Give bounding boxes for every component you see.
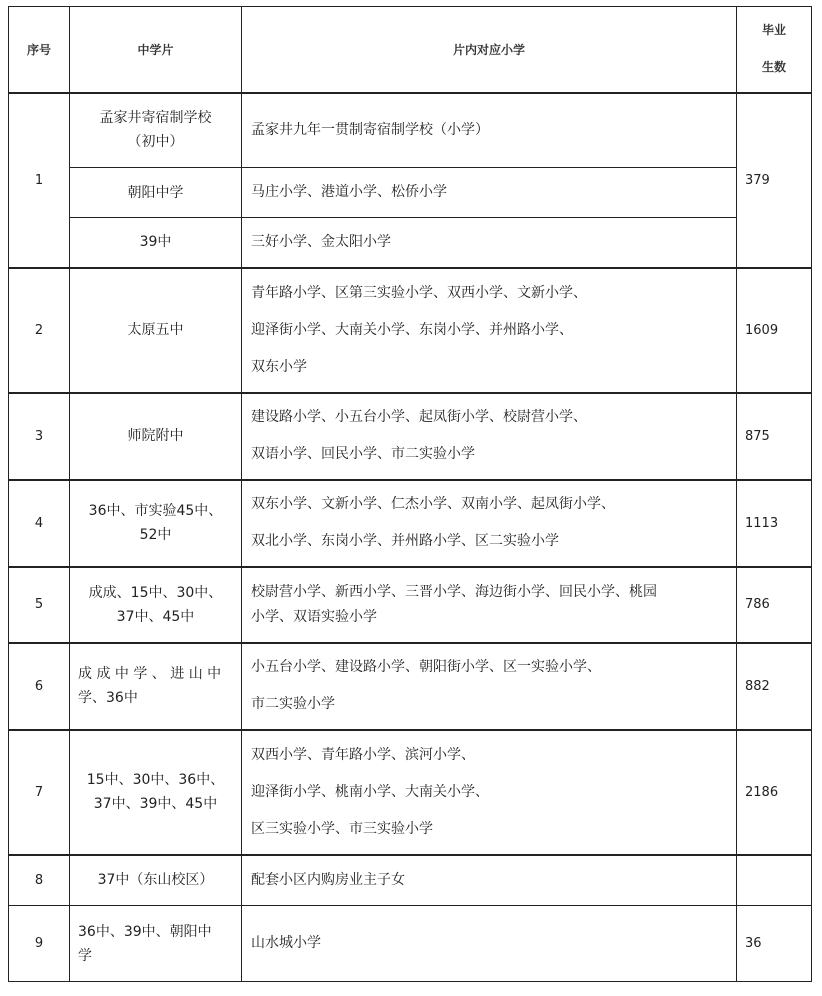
table-row (9, 93, 812, 168)
row-index: 9 (9, 906, 70, 982)
primary-schools-line: 区三实验小学、市三实验小学 (251, 820, 433, 837)
middle-school-cell (70, 730, 242, 855)
primary-schools-cell (242, 730, 737, 855)
primary-schools-cell (242, 93, 737, 168)
primary-schools-line: 双语小学、回民小学、市二实验小学 (251, 446, 475, 462)
middle-school-line: 37中（东山校区） (97, 872, 214, 889)
primary-schools-cell (242, 168, 737, 218)
row-index: 4 (9, 480, 70, 567)
primary-schools-line: 配套小区内购房业主子女 (251, 871, 405, 888)
middle-school-cell (70, 268, 242, 393)
middle-school-line: （初中） (127, 134, 184, 151)
row-index: 7 (9, 730, 70, 855)
middle-school-cell (70, 855, 242, 906)
primary-schools-line: 孟家井九年一贯制寄宿制学校（小学） (251, 121, 489, 138)
primary-schools-line: 迎泽街小学、桃南小学、大南关小学、 (251, 783, 489, 800)
table-row (9, 168, 812, 218)
middle-school-cell (70, 168, 242, 218)
middle-school-line: 成成、15中、30中、 (88, 584, 223, 601)
primary-schools-line: 双北小学、东岗小学、并州路小学、区二实验小学 (251, 533, 559, 549)
primary-schools-line: 建设路小学、小五台小学、起凤街小学、校尉营小学、 (251, 409, 587, 425)
primary-schools-cell (242, 218, 737, 268)
primary-schools-line: 校尉营小学、新西小学、三晋小学、海边街小学、回民小学、桃园 (251, 583, 657, 600)
graduates-count: 36 (737, 906, 812, 982)
middle-school-cell (70, 567, 242, 643)
row-index: 8 (9, 855, 70, 906)
primary-schools-line: 三好小学、金太阳小学 (251, 233, 391, 250)
primary-schools-line: 市二实验小学 (251, 696, 335, 712)
row-index: 6 (9, 643, 70, 730)
graduates-count (737, 855, 812, 906)
middle-school-line: 学 (78, 947, 92, 964)
table-row (9, 567, 812, 643)
table-header-row (9, 7, 812, 93)
middle-school-line: 成 成 中 学 、 进 山 中 (78, 666, 222, 682)
middle-school-line: 37中、39中、45中 (93, 796, 218, 812)
primary-schools-cell (242, 480, 737, 567)
row-index: 1 (9, 93, 70, 268)
primary-schools-line: 山水城小学 (251, 935, 321, 951)
header-graduates-line2: 生数 (761, 60, 786, 75)
header-graduates (737, 7, 812, 93)
middle-school-line: 36中、39中、朝阳中 (78, 923, 212, 940)
primary-schools-line: 双西小学、青年路小学、滨河小学、 (251, 746, 475, 763)
header-primary-schools: 片内对应小学 (242, 7, 737, 93)
primary-schools-line: 双东小学 (251, 358, 307, 375)
primary-schools-cell (242, 855, 737, 906)
middle-school-cell (70, 393, 242, 480)
primary-schools-cell (242, 567, 737, 643)
header-middle-school: 中学片 (70, 7, 242, 93)
middle-school-cell (70, 906, 242, 982)
primary-schools-line: 马庄小学、港道小学、松侨小学 (251, 184, 447, 200)
row-index: 2 (9, 268, 70, 393)
middle-school-cell (70, 93, 242, 168)
table-row (9, 218, 812, 268)
middle-school-line: 36中、市实验45中、 (88, 503, 223, 519)
row-index: 5 (9, 567, 70, 643)
enrollment-table (8, 6, 812, 982)
table-row (9, 643, 812, 730)
graduates-count: 2186 (737, 730, 812, 855)
header-index: 序号 (9, 7, 70, 93)
middle-school-line: 39中 (139, 234, 172, 251)
primary-schools-cell (242, 393, 737, 480)
middle-school-line: 52中 (139, 527, 172, 543)
primary-schools-line: 迎泽街小学、大南关小学、东岗小学、并州路小学、 (251, 321, 573, 338)
primary-schools-cell (242, 268, 737, 393)
row-index: 3 (9, 393, 70, 480)
primary-schools-line: 青年路小学、区第三实验小学、双西小学、文新小学、 (251, 284, 587, 301)
graduates-count: 875 (737, 393, 812, 480)
middle-school-line: 孟家井寄宿制学校 (99, 110, 212, 127)
middle-school-cell (70, 643, 242, 730)
table-row (9, 730, 812, 855)
middle-school-line: 太原五中 (127, 322, 184, 338)
middle-school-line: 37中、45中 (116, 608, 195, 625)
primary-schools-line: 小学、双语实验小学 (251, 608, 377, 625)
primary-schools-line: 小五台小学、建设路小学、朝阳街小学、区一实验小学、 (251, 659, 601, 675)
middle-school-line: 朝阳中学 (127, 184, 184, 201)
primary-schools-cell (242, 906, 737, 982)
primary-schools-line: 双东小学、文新小学、仁杰小学、双南小学、起凤街小学、 (251, 496, 615, 512)
table-row (9, 393, 812, 480)
middle-school-line: 15中、30中、36中、 (86, 772, 225, 788)
graduates-count: 1113 (737, 480, 812, 567)
graduates-count: 882 (737, 643, 812, 730)
primary-schools-cell (242, 643, 737, 730)
middle-school-cell (70, 480, 242, 567)
graduates-count: 1609 (737, 268, 812, 393)
header-graduates-line1: 毕业 (761, 23, 786, 38)
middle-school-cell (70, 218, 242, 268)
graduates-count: 786 (737, 567, 812, 643)
table-row (9, 480, 812, 567)
table-row (9, 268, 812, 393)
middle-school-line: 学、36中 (78, 690, 138, 706)
graduates-count: 379 (737, 93, 812, 268)
middle-school-line: 师院附中 (127, 428, 184, 444)
table-row (9, 855, 812, 906)
table-row (9, 906, 812, 982)
